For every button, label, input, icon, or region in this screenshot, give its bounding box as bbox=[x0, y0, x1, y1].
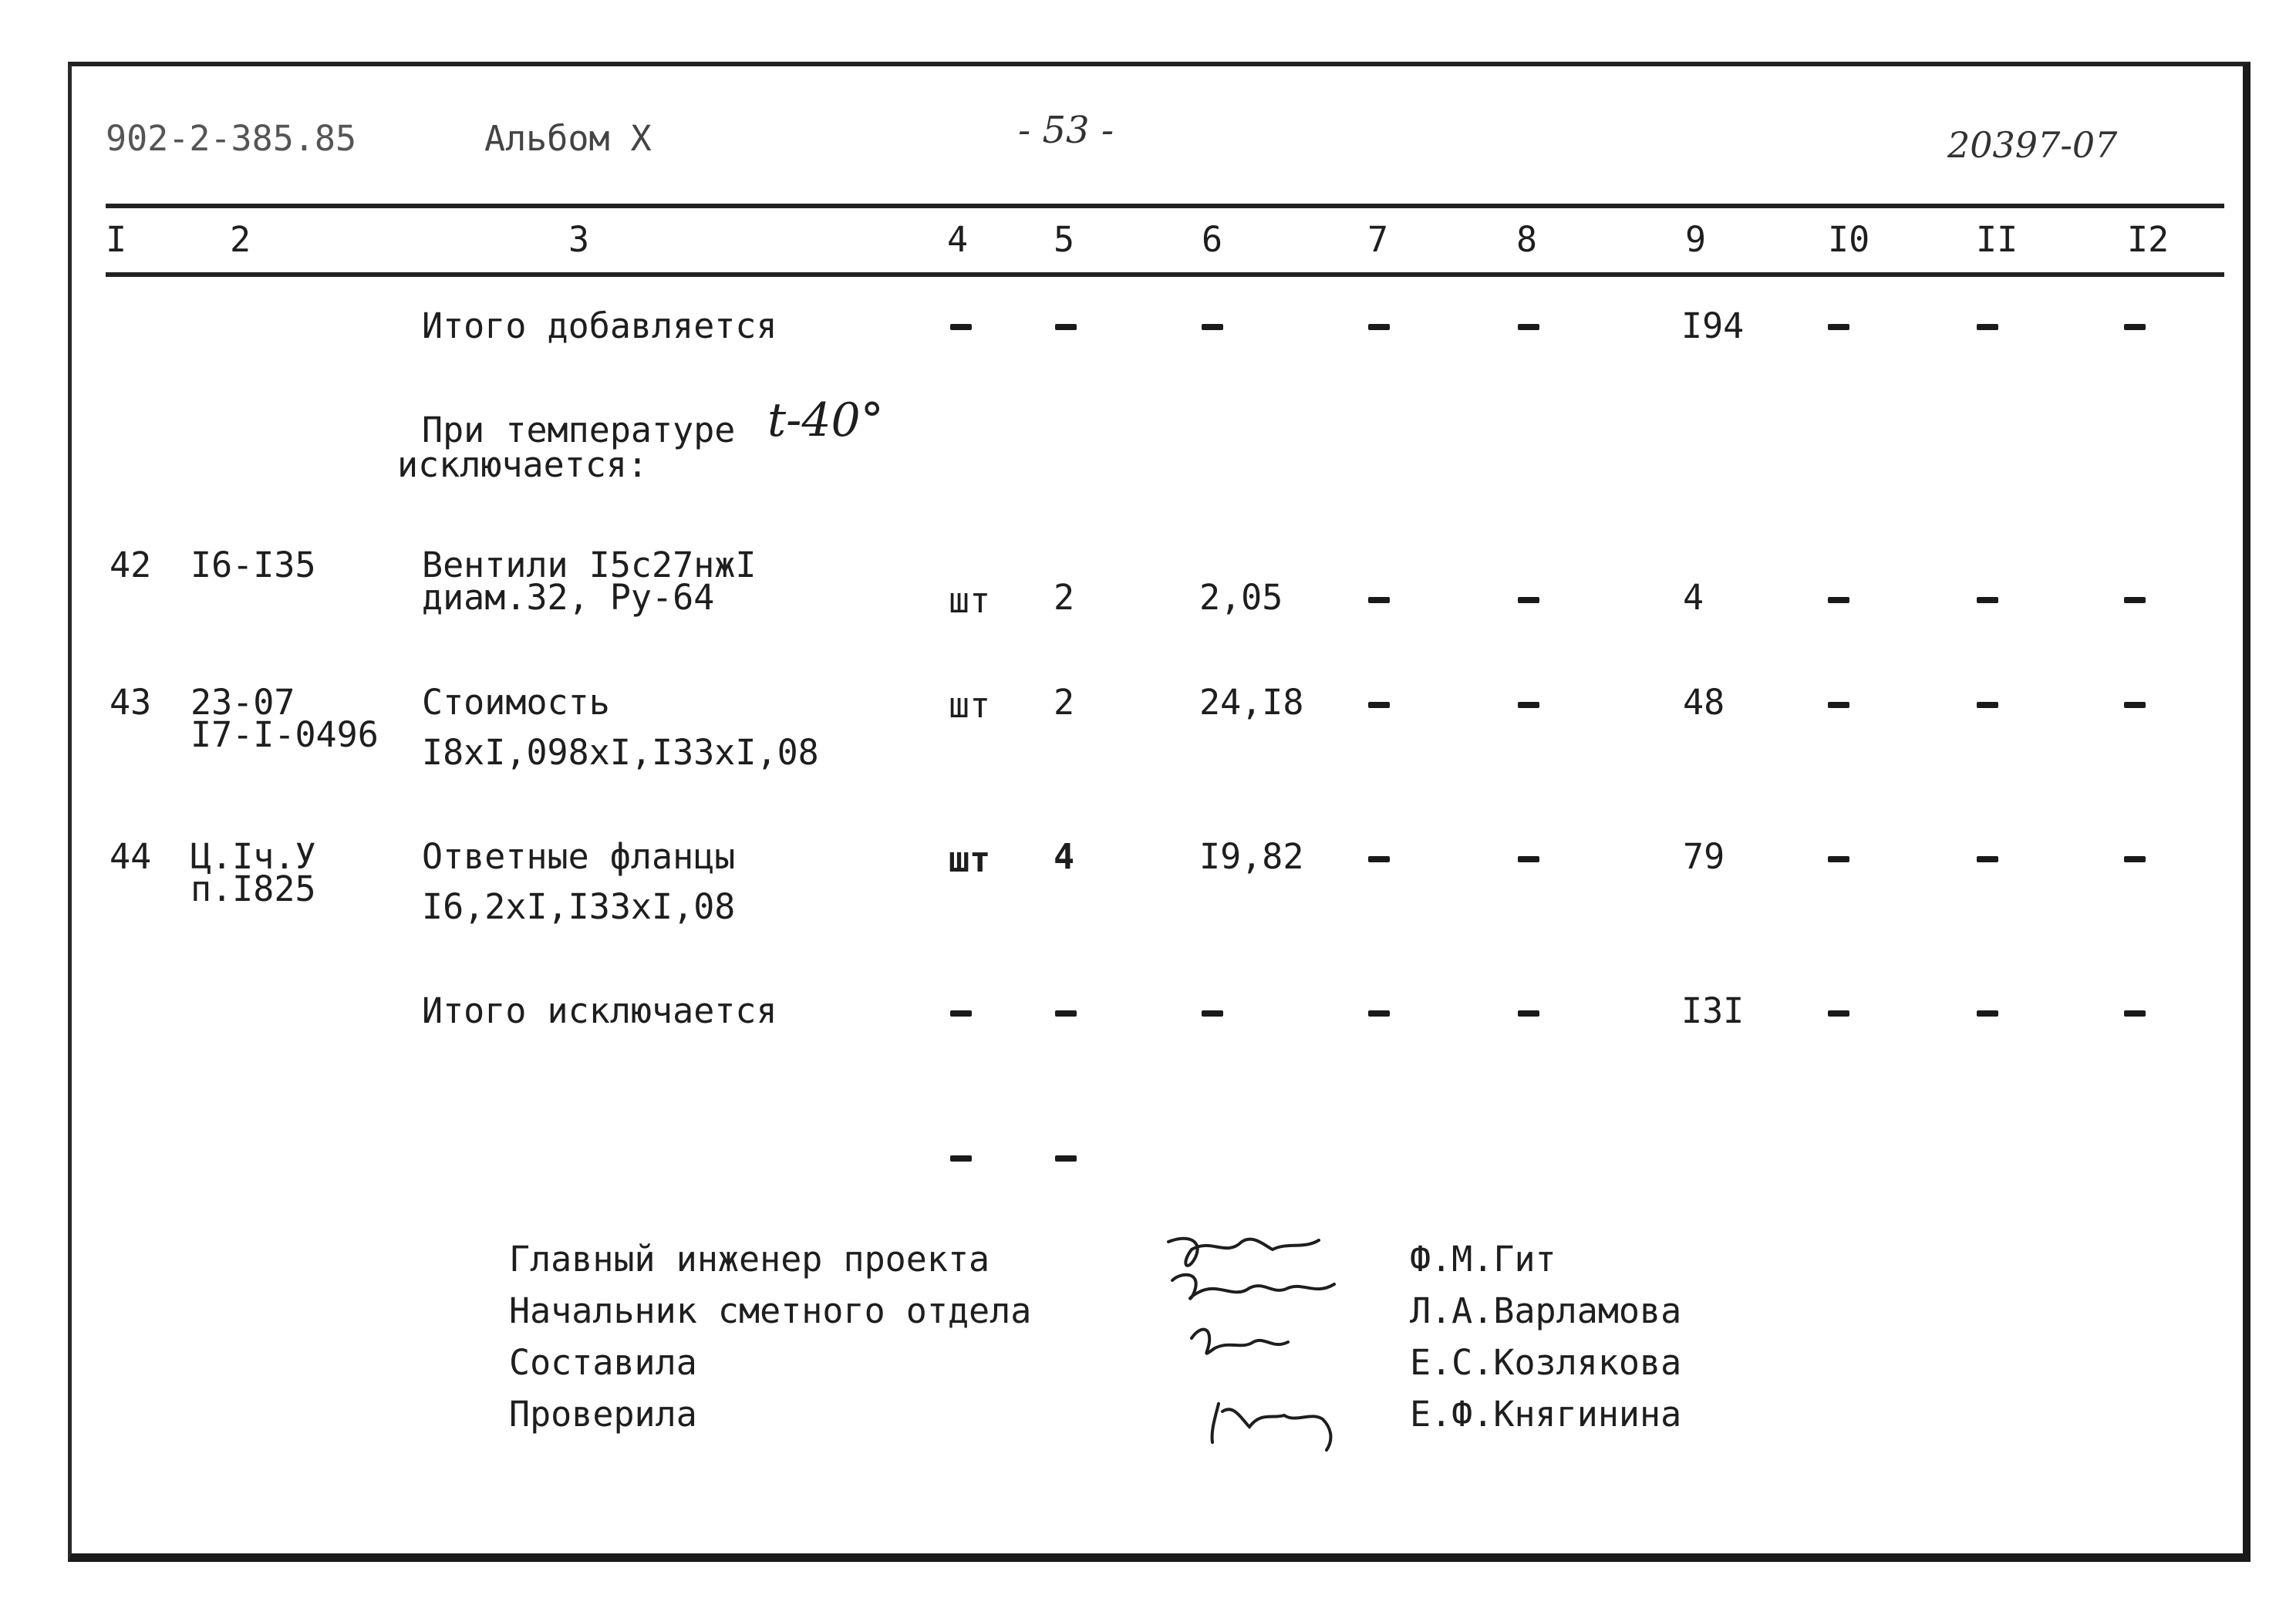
handwritten-signature bbox=[1157, 1226, 1404, 1458]
column-header: II bbox=[1976, 219, 2018, 260]
signature-role: Проверила bbox=[509, 1394, 697, 1435]
dash bbox=[2124, 324, 2146, 330]
dash bbox=[950, 1155, 972, 1162]
row-name-2: I8xI,098xI,I33xI,08 bbox=[422, 732, 819, 773]
row-name: Ответные фланцы bbox=[422, 836, 736, 877]
row-code-2: п.I825 bbox=[190, 868, 316, 909]
row-value: 79 bbox=[1683, 836, 1725, 877]
signature-name: Е.С.Козлякова bbox=[1410, 1342, 1682, 1383]
temperature-value: t-40° bbox=[767, 393, 884, 447]
signature-role: Составила bbox=[509, 1342, 697, 1383]
header-rule-bottom bbox=[106, 272, 2224, 277]
album-label: Альбом X bbox=[484, 118, 652, 159]
row-value: 48 bbox=[1683, 682, 1725, 723]
dash bbox=[1828, 1010, 1849, 1017]
total-added-label: Итого добавляется bbox=[422, 305, 777, 346]
row-code: 23-07 bbox=[190, 682, 295, 723]
dash bbox=[1977, 1010, 1998, 1017]
page-number: - 53 - bbox=[1018, 109, 1114, 152]
row-code: Ц.Iч.У bbox=[190, 836, 316, 877]
row-name: Стоимость bbox=[422, 682, 610, 723]
column-header: 4 bbox=[947, 219, 969, 260]
temperature-line1: При температуре bbox=[422, 410, 736, 450]
dash bbox=[1977, 702, 1998, 708]
row-code-2: I7-I-0496 bbox=[190, 714, 379, 755]
dash bbox=[1055, 1155, 1077, 1162]
dash bbox=[1055, 1010, 1077, 1017]
row-unit: шт bbox=[949, 580, 991, 621]
dash bbox=[1977, 324, 1998, 330]
row-price: 24,I8 bbox=[1199, 682, 1304, 723]
row-unit: шт bbox=[949, 685, 991, 726]
row-name-2: диам.32, Ру-64 bbox=[422, 577, 715, 618]
row-unit: шт bbox=[949, 839, 991, 880]
row-number: 42 bbox=[110, 545, 152, 585]
row-code: I6-I35 bbox=[190, 545, 316, 585]
row-value: 4 bbox=[1683, 577, 1704, 618]
row-qty: 2 bbox=[1054, 682, 1075, 723]
dash bbox=[1368, 597, 1390, 603]
dash bbox=[1202, 1010, 1223, 1017]
dash bbox=[2124, 856, 2146, 862]
dash bbox=[1368, 1010, 1390, 1017]
doc-code: 902-2-385.85 bbox=[106, 118, 357, 159]
signature-name: Е.Ф.Княгинина bbox=[1410, 1394, 1682, 1435]
column-header: I bbox=[106, 219, 127, 260]
temperature-line2: исключается: bbox=[397, 444, 649, 485]
dash bbox=[1055, 324, 1077, 330]
dash bbox=[1518, 702, 1539, 708]
dash bbox=[1518, 597, 1539, 603]
row-name-2: I6,2xI,I33xI,08 bbox=[422, 886, 736, 927]
inventory-number: 20397-07 bbox=[1947, 124, 2118, 166]
dash bbox=[2124, 702, 2146, 708]
dash bbox=[1828, 856, 1849, 862]
dash bbox=[2124, 597, 2146, 603]
header-rule-top bbox=[106, 204, 2224, 208]
column-header: 6 bbox=[1202, 219, 1223, 260]
row-name: Вентили I5c27нжI bbox=[422, 545, 757, 585]
column-header: 2 bbox=[230, 219, 251, 260]
signature-name: Л.А.Варламова bbox=[1410, 1290, 1682, 1331]
total-excluded-label: Итого исключается bbox=[422, 990, 777, 1031]
dash bbox=[1828, 702, 1849, 708]
signature-role: Начальник сметного отдела bbox=[509, 1290, 1032, 1331]
column-header: 3 bbox=[568, 219, 590, 260]
dash bbox=[2124, 1010, 2146, 1017]
signature-role: Главный инженер проекта bbox=[509, 1239, 990, 1280]
dash bbox=[1977, 597, 1998, 603]
column-header: 7 bbox=[1367, 219, 1389, 260]
row-qty: 4 bbox=[1054, 836, 1075, 877]
row-price: 2,05 bbox=[1199, 577, 1283, 618]
column-header: 9 bbox=[1685, 219, 1707, 260]
row-number: 43 bbox=[110, 682, 152, 723]
dash bbox=[1368, 702, 1390, 708]
dash bbox=[1828, 324, 1849, 330]
total-excluded-value: I3I bbox=[1681, 990, 1745, 1031]
column-header: I2 bbox=[2127, 219, 2170, 260]
row-number: 44 bbox=[110, 836, 152, 877]
dash bbox=[1828, 597, 1849, 603]
dash bbox=[1368, 324, 1390, 330]
dash bbox=[1518, 324, 1539, 330]
signature-name: Ф.М.Гит bbox=[1410, 1239, 1556, 1280]
row-price: I9,82 bbox=[1199, 836, 1304, 877]
dash bbox=[1518, 1010, 1539, 1017]
dash bbox=[1977, 856, 1998, 862]
column-header: 8 bbox=[1516, 219, 1538, 260]
total-added-value: I94 bbox=[1681, 305, 1745, 346]
dash bbox=[1368, 856, 1390, 862]
dash bbox=[1518, 856, 1539, 862]
dash bbox=[1202, 324, 1223, 330]
dash bbox=[950, 324, 972, 330]
dash bbox=[950, 1010, 972, 1017]
row-qty: 2 bbox=[1054, 577, 1075, 618]
column-header: I0 bbox=[1828, 219, 1870, 260]
column-header: 5 bbox=[1054, 219, 1075, 260]
